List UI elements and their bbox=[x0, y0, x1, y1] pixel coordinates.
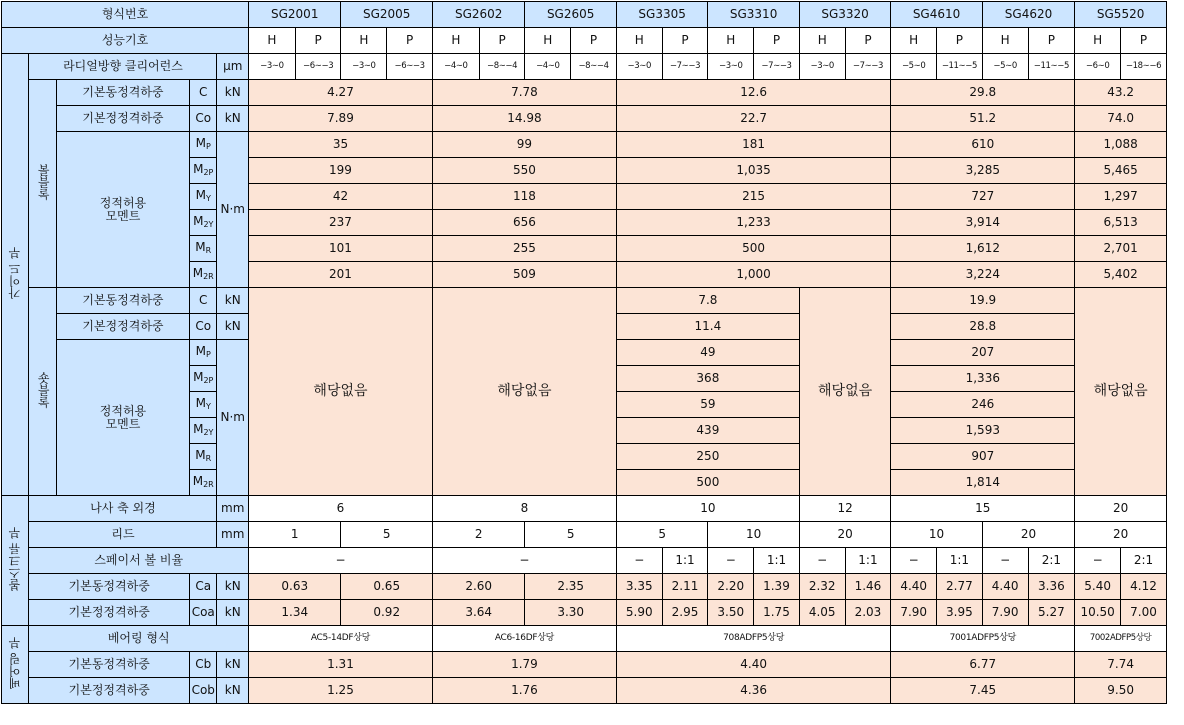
cell-value: 1,000 bbox=[616, 262, 890, 288]
cell-value: 0.65 bbox=[341, 574, 432, 600]
clearance-value: −4∼0 bbox=[525, 54, 571, 80]
cell-value: − bbox=[708, 548, 754, 574]
cell-value: 4.05 bbox=[799, 600, 845, 626]
cell-value: 9.50 bbox=[1075, 678, 1167, 704]
cell-value: 708ADFP5상당 bbox=[616, 626, 890, 652]
cell-value: 7002ADFP5상당 bbox=[1075, 626, 1167, 652]
cell-value: − bbox=[249, 548, 433, 574]
subsection-inner-label: 숏블록 bbox=[36, 372, 51, 408]
cell-value: 246 bbox=[891, 392, 1075, 418]
cell-value: 0.63 bbox=[249, 574, 341, 600]
moment-sym-base: M bbox=[193, 161, 204, 176]
cell-value: − bbox=[891, 548, 937, 574]
cell-value: 1.31 bbox=[249, 652, 433, 678]
clearance-value: −8∼−4 bbox=[571, 54, 617, 80]
cell-value: 6.77 bbox=[891, 652, 1075, 678]
clearance-value: −11∼−5 bbox=[1028, 54, 1075, 80]
section-bearing-label: 베어링 부 bbox=[7, 637, 22, 689]
cell-value: 4.40 bbox=[616, 652, 890, 678]
cell-value: 7.90 bbox=[982, 600, 1028, 626]
cell-value: 2.77 bbox=[937, 574, 983, 600]
cell-value: 550 bbox=[432, 158, 616, 184]
grade-p: P bbox=[845, 28, 891, 54]
symbol-moment bbox=[190, 470, 217, 496]
cell-value: 2.60 bbox=[432, 574, 524, 600]
model-header: SG2605 bbox=[525, 2, 616, 28]
symbol-co: Co bbox=[190, 314, 217, 340]
cell-value: 118 bbox=[432, 184, 616, 210]
grade-h: H bbox=[708, 28, 754, 54]
moment-line2: 모멘트 bbox=[105, 416, 141, 431]
label-static-moment bbox=[56, 132, 189, 288]
moment-sym-base: M bbox=[193, 421, 204, 436]
symbol-moment bbox=[190, 418, 217, 444]
cell-value: 1:1 bbox=[937, 548, 983, 574]
cell-value: 101 bbox=[249, 236, 433, 262]
grade-p: P bbox=[479, 28, 525, 54]
symbol-c: C bbox=[190, 80, 217, 106]
moment-sym-base: M bbox=[192, 473, 204, 488]
row-screw-ca bbox=[2, 574, 1167, 600]
cell-value: AC5-14DF상당 bbox=[249, 626, 433, 652]
unit-kn: kN bbox=[217, 678, 249, 704]
symbol-moment bbox=[190, 340, 217, 366]
cell-value: 2.11 bbox=[662, 574, 708, 600]
symbol-moment bbox=[190, 158, 217, 184]
unit-mm: mm bbox=[217, 522, 249, 548]
label-clearance: 라디얼방향 클리어런스 bbox=[29, 54, 217, 80]
row-bearing-cb bbox=[2, 652, 1167, 678]
label-shaft-dia: 나사 축 외경 bbox=[29, 496, 217, 522]
cell-value: 7.89 bbox=[249, 106, 433, 132]
moment-sym-sub: P bbox=[206, 141, 211, 151]
not-applicable: 해당없음 bbox=[799, 288, 890, 496]
clearance-value: −18∼−6 bbox=[1121, 54, 1167, 80]
moment-sym-sub: 2P bbox=[203, 375, 214, 385]
subsection-outer-block bbox=[29, 80, 56, 288]
cell-value: 49 bbox=[616, 340, 799, 366]
cell-value: 10 bbox=[891, 522, 982, 548]
moment-sym-base: M bbox=[195, 343, 207, 358]
unit-kn: kN bbox=[217, 80, 249, 106]
cell-value: AC6-16DF상당 bbox=[432, 626, 616, 652]
cell-value: 5.27 bbox=[1028, 600, 1075, 626]
cell-value: 20 bbox=[1075, 496, 1167, 522]
grade-h: H bbox=[1075, 28, 1121, 54]
cell-value: 10 bbox=[708, 522, 799, 548]
row-clearance bbox=[2, 54, 1167, 80]
cell-value: 74.0 bbox=[1075, 106, 1167, 132]
row-outer-co bbox=[2, 106, 1167, 132]
cell-value: 215 bbox=[616, 184, 890, 210]
symbol-moment bbox=[190, 262, 217, 288]
cell-value: 1.39 bbox=[754, 574, 800, 600]
cell-value: 3.36 bbox=[1028, 574, 1075, 600]
cell-value: 3.95 bbox=[937, 600, 983, 626]
spec-table bbox=[1, 1, 1167, 704]
row-shaft-dia bbox=[2, 496, 1167, 522]
clearance-value: −11∼−5 bbox=[937, 54, 983, 80]
cell-value: − bbox=[616, 548, 662, 574]
clearance-value: −8∼−4 bbox=[479, 54, 525, 80]
clearance-value: −5∼0 bbox=[982, 54, 1028, 80]
moment-sym-sub: 2R bbox=[203, 479, 214, 489]
moment-line1: 정적허용 bbox=[99, 403, 147, 418]
section-bearing bbox=[2, 626, 29, 704]
label-spacer: 스페이서 볼 비율 bbox=[29, 548, 249, 574]
row-perf-code bbox=[2, 28, 1167, 54]
cell-value: 11.4 bbox=[616, 314, 799, 340]
cell-value: 15 bbox=[891, 496, 1075, 522]
model-header: SG2602 bbox=[432, 2, 524, 28]
cell-value: 368 bbox=[616, 366, 799, 392]
grade-h: H bbox=[341, 28, 387, 54]
clearance-value: −4∼0 bbox=[432, 54, 479, 80]
cell-value: 10 bbox=[616, 496, 799, 522]
cell-value: 201 bbox=[249, 262, 433, 288]
moment-sym-sub: 2Y bbox=[203, 219, 214, 229]
not-applicable: 해당없음 bbox=[249, 288, 433, 496]
label-stat-load: 기본정정격하중 bbox=[29, 678, 190, 704]
moment-sym-sub: 2R bbox=[203, 271, 214, 281]
cell-value: 7.78 bbox=[432, 80, 616, 106]
row-inner-c bbox=[2, 288, 1167, 314]
symbol-cob: Cob bbox=[190, 678, 217, 704]
moment-sym-sub: Y bbox=[205, 401, 211, 411]
symbol-cb: Cb bbox=[190, 652, 217, 678]
cell-value: 2:1 bbox=[1028, 548, 1075, 574]
unit-um: μm bbox=[217, 54, 249, 80]
symbol-c: C bbox=[190, 288, 217, 314]
model-header: SG2001 bbox=[249, 2, 341, 28]
subsection-inner-block bbox=[29, 288, 56, 496]
cell-value: 907 bbox=[891, 444, 1075, 470]
cell-value: 181 bbox=[616, 132, 890, 158]
cell-value: 5.40 bbox=[1075, 574, 1121, 600]
cell-value: 5 bbox=[616, 522, 707, 548]
symbol-moment bbox=[190, 236, 217, 262]
grade-p: P bbox=[571, 28, 617, 54]
cell-value: 3,224 bbox=[891, 262, 1075, 288]
row-lead bbox=[2, 522, 1167, 548]
label-dyn-load: 기본동정격하중 bbox=[56, 288, 189, 314]
cell-value: 2,701 bbox=[1075, 236, 1167, 262]
cell-value: 1.79 bbox=[432, 652, 616, 678]
model-header: SG2005 bbox=[341, 2, 432, 28]
cell-value: 439 bbox=[616, 418, 799, 444]
model-header: SG3310 bbox=[708, 2, 799, 28]
cell-value: 99 bbox=[432, 132, 616, 158]
cell-value: 255 bbox=[432, 236, 616, 262]
unit-kn: kN bbox=[217, 574, 249, 600]
label-stat-load: 기본정정격하중 bbox=[56, 314, 189, 340]
label-stat-load: 기본정정격하중 bbox=[29, 600, 190, 626]
moment-sym-base: M bbox=[193, 213, 204, 228]
cell-value: 43.2 bbox=[1075, 80, 1167, 106]
clearance-value: −3∼0 bbox=[249, 54, 296, 80]
model-header: SG4610 bbox=[891, 2, 982, 28]
cell-value: 1:1 bbox=[662, 548, 708, 574]
subsection-outer-label: 볼블록 bbox=[36, 164, 51, 200]
clearance-value: −7∼−3 bbox=[845, 54, 891, 80]
clearance-value: −3∼0 bbox=[341, 54, 387, 80]
moment-sym-sub: 2Y bbox=[203, 427, 214, 437]
cell-value: 5 bbox=[525, 522, 616, 548]
moment-sym-sub: P bbox=[206, 349, 211, 359]
grade-p: P bbox=[662, 28, 708, 54]
cell-value: 35 bbox=[249, 132, 433, 158]
clearance-value: −3∼0 bbox=[708, 54, 754, 80]
grade-h: H bbox=[799, 28, 845, 54]
row-model-no bbox=[2, 2, 1167, 28]
cell-value: 2.35 bbox=[525, 574, 616, 600]
clearance-value: −3∼0 bbox=[799, 54, 845, 80]
symbol-moment bbox=[190, 132, 217, 158]
clearance-value: −7∼−3 bbox=[754, 54, 800, 80]
grade-h: H bbox=[891, 28, 937, 54]
cell-value: 2.03 bbox=[845, 600, 891, 626]
clearance-value: −3∼0 bbox=[616, 54, 662, 80]
cell-value: 19.9 bbox=[891, 288, 1075, 314]
cell-value: 29.8 bbox=[891, 80, 1075, 106]
symbol-co: Co bbox=[190, 106, 217, 132]
cell-value: 20 bbox=[799, 522, 890, 548]
cell-value: 10.50 bbox=[1075, 600, 1121, 626]
clearance-value: −7∼−3 bbox=[662, 54, 708, 80]
cell-value: 5,402 bbox=[1075, 262, 1167, 288]
grade-p: P bbox=[1121, 28, 1167, 54]
moment-line1: 정적허용 bbox=[99, 195, 147, 210]
cell-value: 3,285 bbox=[891, 158, 1075, 184]
section-guide bbox=[2, 54, 29, 496]
row-outer-c bbox=[2, 80, 1167, 106]
cell-value: 6 bbox=[249, 496, 433, 522]
cell-value: 500 bbox=[616, 236, 890, 262]
label-dyn-load: 기본동정격하중 bbox=[56, 80, 189, 106]
grade-h: H bbox=[616, 28, 662, 54]
grade-p: P bbox=[295, 28, 341, 54]
cell-value: 7.00 bbox=[1121, 600, 1167, 626]
row-screw-coa bbox=[2, 600, 1167, 626]
cell-value: 4.27 bbox=[249, 80, 433, 106]
cell-value: 20 bbox=[1075, 522, 1167, 548]
cell-value: 2.32 bbox=[799, 574, 845, 600]
section-screw bbox=[2, 496, 29, 626]
cell-value: 14.98 bbox=[432, 106, 616, 132]
row-bearing-cob bbox=[2, 678, 1167, 704]
cell-value: 4.12 bbox=[1121, 574, 1167, 600]
label-model-no: 형식번호 bbox=[2, 2, 249, 28]
cell-value: 5.90 bbox=[616, 600, 662, 626]
cell-value: 4.40 bbox=[982, 574, 1028, 600]
cell-value: 7.8 bbox=[616, 288, 799, 314]
moment-sym-sub: Y bbox=[205, 193, 211, 203]
moment-sym-sub: R bbox=[205, 245, 212, 255]
cell-value: 28.8 bbox=[891, 314, 1075, 340]
model-header: SG3305 bbox=[616, 2, 707, 28]
cell-value: 5 bbox=[341, 522, 432, 548]
cell-value: 8 bbox=[432, 496, 616, 522]
cell-value: 727 bbox=[891, 184, 1075, 210]
moment-sym-base: M bbox=[195, 135, 207, 150]
moment-line2: 모멘트 bbox=[105, 208, 141, 223]
cell-value: 237 bbox=[249, 210, 433, 236]
cell-value: 500 bbox=[616, 470, 799, 496]
label-dyn-load: 기본동정격하중 bbox=[29, 574, 190, 600]
grade-p: P bbox=[754, 28, 800, 54]
cell-value: 1,336 bbox=[891, 366, 1075, 392]
cell-value: 656 bbox=[432, 210, 616, 236]
symbol-ca: Ca bbox=[190, 574, 217, 600]
cell-value: 3.64 bbox=[432, 600, 524, 626]
cell-value: 2 bbox=[432, 522, 524, 548]
label-perf-code: 성능기호 bbox=[2, 28, 249, 54]
cell-value: 1 bbox=[249, 522, 341, 548]
unit-kn: kN bbox=[217, 652, 249, 678]
moment-sym-base: M bbox=[195, 395, 206, 410]
cell-value: 3.35 bbox=[616, 574, 662, 600]
cell-value: 4.36 bbox=[616, 678, 890, 704]
cell-value: 1,297 bbox=[1075, 184, 1167, 210]
cell-value: 0.92 bbox=[341, 600, 432, 626]
cell-value: 7001ADFP5상당 bbox=[891, 626, 1075, 652]
cell-value: 5,465 bbox=[1075, 158, 1167, 184]
row-spacer bbox=[2, 548, 1167, 574]
grade-h: H bbox=[525, 28, 571, 54]
cell-value: 1.25 bbox=[249, 678, 433, 704]
unit-kn: kN bbox=[217, 314, 249, 340]
cell-value: 1,088 bbox=[1075, 132, 1167, 158]
cell-value: 1.75 bbox=[754, 600, 800, 626]
row-outer-m0 bbox=[2, 132, 1167, 158]
not-applicable: 해당없음 bbox=[432, 288, 616, 496]
section-screw-label: 볼스크류 부 bbox=[7, 527, 22, 591]
symbol-coa: Coa bbox=[190, 600, 217, 626]
unit-kn: kN bbox=[217, 600, 249, 626]
symbol-moment bbox=[190, 444, 217, 470]
cell-value: 1:1 bbox=[754, 548, 800, 574]
cell-value: 1,612 bbox=[891, 236, 1075, 262]
cell-value: 1,233 bbox=[616, 210, 890, 236]
cell-value: 199 bbox=[249, 158, 433, 184]
unit-kn: kN bbox=[217, 288, 249, 314]
clearance-value: −6∼−3 bbox=[295, 54, 341, 80]
cell-value: 2:1 bbox=[1121, 548, 1167, 574]
cell-value: 3.50 bbox=[708, 600, 754, 626]
grade-p: P bbox=[937, 28, 983, 54]
clearance-value: −6∼−3 bbox=[387, 54, 433, 80]
cell-value: 1,814 bbox=[891, 470, 1075, 496]
grade-p: P bbox=[1028, 28, 1075, 54]
cell-value: 51.2 bbox=[891, 106, 1075, 132]
moment-sym-base: M bbox=[195, 447, 206, 462]
moment-sym-base: M bbox=[195, 239, 206, 254]
cell-value: − bbox=[1075, 548, 1121, 574]
label-static-moment bbox=[56, 340, 189, 496]
cell-value: 2.20 bbox=[708, 574, 754, 600]
symbol-moment bbox=[190, 184, 217, 210]
label-dyn-load: 기본동정격하중 bbox=[29, 652, 190, 678]
cell-value: 610 bbox=[891, 132, 1075, 158]
moment-sym-base: M bbox=[195, 187, 206, 202]
grade-h: H bbox=[249, 28, 296, 54]
model-header: SG5520 bbox=[1075, 2, 1167, 28]
cell-value: 1,035 bbox=[616, 158, 890, 184]
cell-value: 7.90 bbox=[891, 600, 937, 626]
cell-value: 1.46 bbox=[845, 574, 891, 600]
not-applicable: 해당없음 bbox=[1075, 288, 1167, 496]
cell-value: 7.45 bbox=[891, 678, 1075, 704]
cell-value: 4.40 bbox=[891, 574, 937, 600]
moment-sym-sub: R bbox=[205, 453, 212, 463]
model-header: SG4620 bbox=[982, 2, 1074, 28]
unit-nm: N·m bbox=[217, 132, 249, 288]
unit-kn: kN bbox=[217, 106, 249, 132]
cell-value: − bbox=[432, 548, 616, 574]
row-bearing-type bbox=[2, 626, 1167, 652]
label-lead: 리드 bbox=[29, 522, 217, 548]
cell-value: 3.30 bbox=[525, 600, 616, 626]
grade-h: H bbox=[432, 28, 479, 54]
cell-value: − bbox=[982, 548, 1028, 574]
cell-value: 22.7 bbox=[616, 106, 890, 132]
cell-value: 509 bbox=[432, 262, 616, 288]
cell-value: 42 bbox=[249, 184, 433, 210]
moment-sym-base: M bbox=[192, 265, 204, 280]
cell-value: 2.95 bbox=[662, 600, 708, 626]
clearance-value: −6∼0 bbox=[1075, 54, 1121, 80]
cell-value: 207 bbox=[891, 340, 1075, 366]
grade-h: H bbox=[982, 28, 1028, 54]
moment-sym-base: M bbox=[193, 369, 204, 384]
cell-value: 250 bbox=[616, 444, 799, 470]
label-bearing-type: 베어링 형식 bbox=[29, 626, 249, 652]
symbol-moment bbox=[190, 210, 217, 236]
cell-value: 1:1 bbox=[845, 548, 891, 574]
cell-value: 6,513 bbox=[1075, 210, 1167, 236]
model-header: SG3320 bbox=[799, 2, 890, 28]
symbol-moment bbox=[190, 366, 217, 392]
cell-value: 1.76 bbox=[432, 678, 616, 704]
cell-value: − bbox=[799, 548, 845, 574]
cell-value: 59 bbox=[616, 392, 799, 418]
grade-p: P bbox=[387, 28, 433, 54]
unit-mm: mm bbox=[217, 496, 249, 522]
label-stat-load: 기본정정격하중 bbox=[56, 106, 189, 132]
unit-nm: N·m bbox=[217, 340, 249, 496]
cell-value: 7.74 bbox=[1075, 652, 1167, 678]
symbol-moment bbox=[190, 392, 217, 418]
clearance-value: −5∼0 bbox=[891, 54, 937, 80]
cell-value: 1,593 bbox=[891, 418, 1075, 444]
cell-value: 1.34 bbox=[249, 600, 341, 626]
cell-value: 3,914 bbox=[891, 210, 1075, 236]
section-guide-label: 가이드 부 bbox=[7, 247, 22, 299]
cell-value: 12 bbox=[799, 496, 890, 522]
cell-value: 20 bbox=[982, 522, 1074, 548]
moment-sym-sub: 2P bbox=[203, 167, 214, 177]
cell-value: 12.6 bbox=[616, 80, 890, 106]
